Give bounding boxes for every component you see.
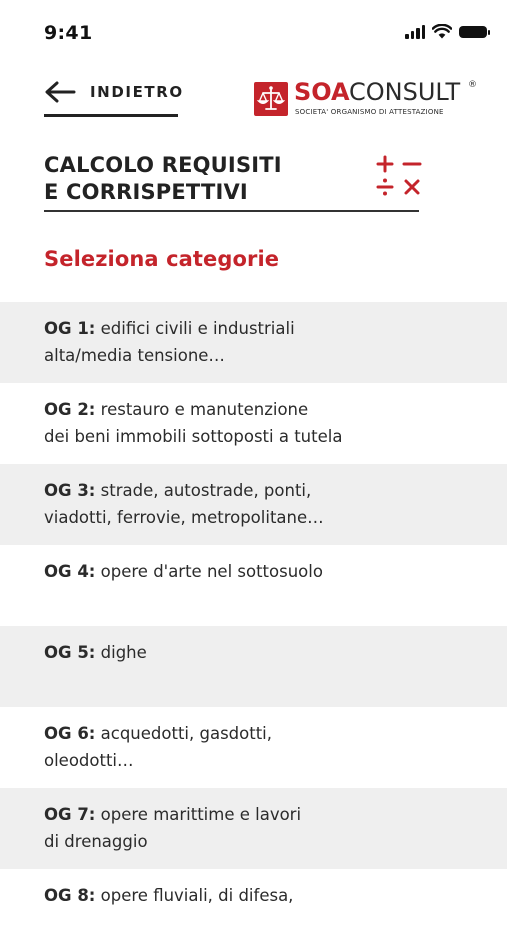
category-code: OG 2: <box>44 400 96 419</box>
battery-icon <box>459 26 487 38</box>
category-code: OG 1: <box>44 319 96 338</box>
category-item-og2[interactable] <box>0 383 507 464</box>
scales-of-justice-icon <box>254 82 288 116</box>
category-description-continued: di drenaggio <box>44 832 148 851</box>
category-item-og3[interactable] <box>0 464 507 545</box>
logo-soa-text: SOA <box>294 78 350 106</box>
logo-registered-mark: ® <box>468 80 477 90</box>
page-title-line-1: CALCOLO REQUISITI <box>44 153 282 177</box>
back-button[interactable] <box>44 78 184 120</box>
category-description: acquedotti, gasdotti, <box>95 724 273 743</box>
logo-subtitle: SOCIETA' ORGANISMO DI ATTESTAZIONE <box>295 108 444 116</box>
arrow-left-icon <box>44 80 76 104</box>
category-list <box>0 302 507 950</box>
category-description-continued: viadotti, ferrovie, metropolitane… <box>44 508 324 527</box>
soaconsult-logo <box>254 80 479 118</box>
category-description: opere d'arte nel sottosuolo <box>95 562 323 581</box>
category-code: OG 4: <box>44 562 96 581</box>
category-description: strade, autostrade, ponti, <box>95 481 312 500</box>
category-description: dighe <box>95 643 147 662</box>
cellular-signal-icon <box>405 25 425 39</box>
category-code: OG 6: <box>44 724 96 743</box>
logo-consult-text: CONSULT <box>349 78 461 106</box>
page-title-line-2: E CORRISPETTIVI <box>44 180 248 204</box>
back-underline <box>44 114 178 117</box>
calculator-operators-icon <box>376 154 422 198</box>
category-description-continued: dei beni immobili sottoposti a tutela <box>44 427 343 446</box>
wifi-icon <box>432 24 452 39</box>
title-divider <box>44 210 419 212</box>
category-description: edifici civili e industriali <box>95 319 295 338</box>
back-label: INDIETRO <box>90 83 184 101</box>
category-code: OG 7: <box>44 805 96 824</box>
section-title: Seleziona categorie <box>44 247 280 271</box>
status-icons <box>405 24 487 39</box>
category-item-og1[interactable] <box>0 302 507 383</box>
category-description-continued: oleodotti… <box>44 751 134 770</box>
category-code: OG 5: <box>44 643 96 662</box>
category-item-og4[interactable] <box>0 545 507 626</box>
category-item-og6[interactable] <box>0 707 507 788</box>
category-code: OG 8: <box>44 886 96 905</box>
category-code: OG 3: <box>44 481 96 500</box>
category-description-continued: alta/media tensione… <box>44 346 225 365</box>
status-time: 9:41 <box>44 22 93 44</box>
status-bar <box>0 0 507 70</box>
category-description: opere fluviali, di difesa, <box>95 886 294 905</box>
category-item-og7[interactable] <box>0 788 507 869</box>
page-title <box>44 152 282 206</box>
category-description: restauro e manutenzione <box>95 400 309 419</box>
category-description: opere marittime e lavori <box>95 805 302 824</box>
category-item-og5[interactable] <box>0 626 507 707</box>
category-item-og8[interactable] <box>0 869 507 950</box>
